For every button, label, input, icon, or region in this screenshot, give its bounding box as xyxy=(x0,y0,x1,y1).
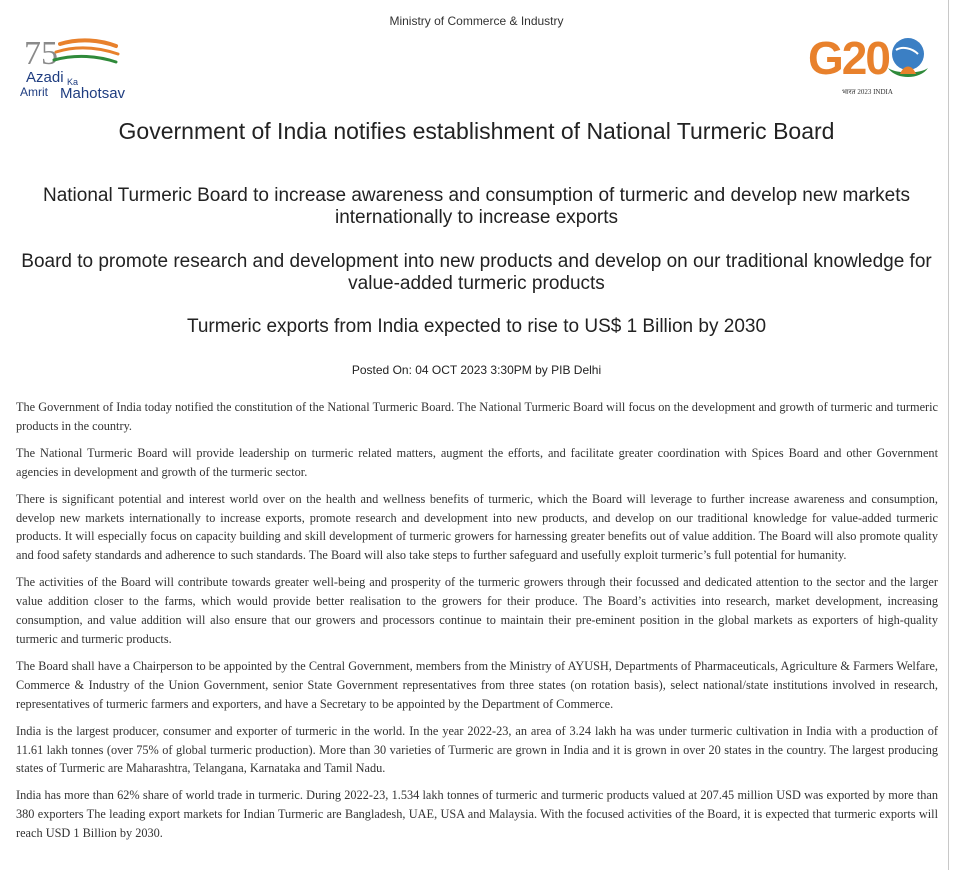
logo-numeral: 75 xyxy=(24,35,58,72)
logo-azadi: Azadi xyxy=(26,69,64,86)
posted-date: Posted On: 04 OCT 2023 3:30PM by PIB Delhi xyxy=(351,363,602,377)
paragraph: India is the largest producer, consumer and exporter of turmeric in the world. In the year 2022-23, an area of 3.24 lakh ha was under turmeric cultivation in India with a production of 11.61 lakh tonnes (over 75% of global turmeric production). More than 30 varieties of Turmeric are grown in India and it is grown in over 20 states in the country. The largest producing states of Turmeric are Maharashtra, Telangana, Karnataka and Tamil Nadu. xyxy=(16,723,938,776)
subheading-3: Turmeric exports from India expected to rise to US$ 1 Billion by 2030 xyxy=(186,316,767,337)
subheading-2: Board to promote research and development into new products and develop on our traditional knowledge for value-added turmeric products xyxy=(21,251,932,294)
azadi-ka-amrit-mahotsav-logo xyxy=(20,32,145,102)
subheading-1: National Turmeric Board to increase awareness and consumption of turmeric and develop new markets internationally to increase exports xyxy=(42,185,911,228)
globe-icon xyxy=(892,38,924,70)
g20-tagline: भारत 2023 INDIA xyxy=(842,88,893,96)
ministry-name: Ministry of Commerce & Industry xyxy=(389,14,564,28)
logo-ka: Ka xyxy=(67,77,79,87)
g20-mark: G20 xyxy=(808,32,889,84)
paragraph: There is significant potential and interest world over on the health and wellness benefits of turmeric, which the Board will leverage to further increase awareness and consumption, develop new markets internationally to increase exports, promote research and development into new products, and develop on our traditional knowledge for value-added turmeric products. It will especially focus on capacity building and skill development of turmeric growers for harnessing greater benefits out of value addition. The Board will also promote quality and food safety standards and adherence to such standards. The Board will also take steps to further safeguard and usefully exploit turmeric’s full potential for humanity. xyxy=(16,491,938,563)
g20-logo xyxy=(808,28,938,98)
paragraph: India has more than 62% share of world trade in turmeric. During 2022-23, 1.534 lakh tonnes of turmeric and turmeric products valued at 207.45 million USD was exported by more than 380 exporters The leading export markets for Indian Turmeric are Bangladesh, UAE, USA and Malaysia. With the focused activities of the Board, it is expected that turmeric exports will reach USD 1 Billion by 2030. xyxy=(16,788,938,841)
page-title: Government of India notifies establishment of National Turmeric Board xyxy=(118,118,835,144)
paragraph: The Government of India today notified the constitution of the National Turmeric Board. The National Turmeric Board will focus on the development and growth of turmeric and turmeric products in the country. xyxy=(16,400,938,433)
logo-amrit: Amrit xyxy=(20,85,48,99)
logo-mahotsav: Mahotsav xyxy=(60,85,126,102)
article-body xyxy=(16,398,938,851)
paragraph: The Board shall have a Chairperson to be appointed by the Central Government, members from the Ministry of AYUSH, Departments of Pharmaceuticals, Agriculture & Farmers Welfare, Commerce & Industry of the Union Government, senior State Government representatives from three states (on rotation basis), select national/state institutions involved in research, representatives of turmeric farmers and exporters, and have a Secretary to be appointed by the Department of Commerce. xyxy=(16,658,938,711)
paragraph: The National Turmeric Board will provide leadership on turmeric related matters, augment the efforts, and facilitate greater coordination with Spices Board and other Government agencies in development and growth of the turmeric sector. xyxy=(16,445,938,479)
paragraph: The activities of the Board will contribute towards greater well-being and prosperity of the turmeric growers through their focussed and dedicated attention to the sector and the larger value addition closer to the farms, which would provide better realisation to the growers for their produce. The Board’s activities into research, market development, increasing consumption, and value addition will also ensure that our growers and processors continue to maintain their pre-eminent position in the global markets as exporters of high-quality turmeric and turmeric products. xyxy=(16,575,938,646)
